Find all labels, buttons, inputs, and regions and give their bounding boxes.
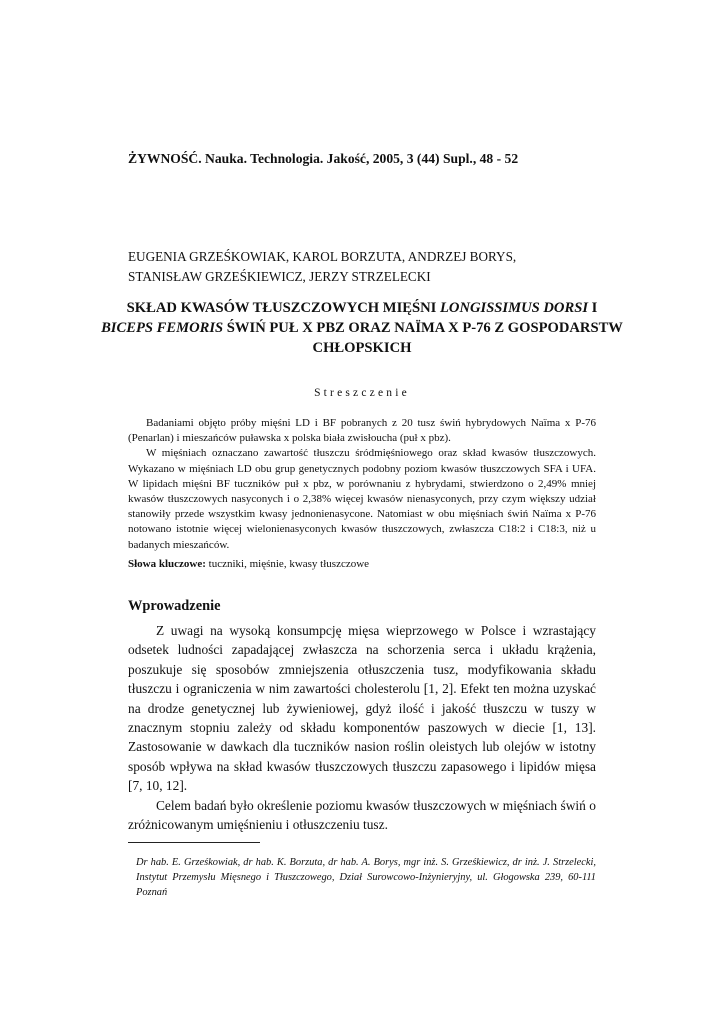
keywords bbox=[128, 558, 596, 570]
author-list bbox=[128, 247, 608, 287]
abstract-paragraph-2: W mięśniach oznaczano zawartość tłuszczu śródmięśniowego oraz skład kwasów tłuszczowych. Wykazano w mięśniach LD obu grup genetycznych podobny poziom kwasów tłuszczowych SFA i UFA. W lipidach mięśni BF tuczników puł x pbz, w porównaniu z hybrydami, stwierdzono o 2,49% mniej kwasów tłuszczowych nasyconych i o 2,38% więcej kwasów nienasyconych, przy czym większy udział stanowiły przede wszystkim kwasy jednonienasycone. Natomiast w obu mięśniach świń Naïma x P-76 notowano istotnie więcej wielonienasyconych kwasów tłuszczowych, zwłaszcza C18:2 i C18:3, niż u badanych mieszańców. bbox=[128, 447, 596, 551]
article-title bbox=[100, 298, 624, 358]
title-italic-2: BICEPS FEMORIS bbox=[101, 320, 224, 336]
section-body bbox=[128, 621, 596, 834]
keywords-label: Słowa kluczowe: bbox=[128, 558, 206, 570]
title-italic-1: LONGISSIMUS DORSI bbox=[439, 300, 588, 316]
footnote-divider bbox=[128, 842, 260, 843]
body-paragraph-1: Z uwagi na wysoką konsumpcję mięsa wieprzowego w Polsce i wzrastający odsetek ludności zapadającej zwłaszcza na schorzenia serca i układu krążenia, poszukuje się sposobów zmniejszenia otłuszczenia tusz, modyfikowania składu tłuszczu i ograniczenia w nim zawartości cholesterolu [1, 2]. Efekt ten można uzyskać na drodze genetycznej lub żywieniowej, gdyż ilość i jakość tłuszczu w tuszy w znacznym stopniu zależy od składu komponentów paszowych w diecie [1, 13]. Zastosowanie w dawkach dla tuczników nasion roślin oleistych lub olejów w istotny sposób wpływa na skład kwasów tłuszczowych tłuszczu zapasowego i lipidów mięsa [7, 10, 12]. bbox=[128, 623, 596, 794]
abstract-heading: Streszczenie bbox=[314, 387, 410, 399]
title-part-3: ŚWIŃ PUŁ X PBZ ORAZ NAÏMA X P-76 Z GOSPODARSTW CHŁOPSKICH bbox=[223, 320, 623, 356]
abstract bbox=[128, 416, 596, 553]
journal-header: ŻYWNOŚĆ. Nauka. Technologia. Jakość, 2005, 3 (44) Supl., 48 - 52 bbox=[128, 151, 519, 166]
author-line-1: EUGENIA GRZEŚKOWIAK, KAROL BORZUTA, ANDRZEJ BORYS, bbox=[128, 249, 517, 264]
title-part-1: SKŁAD KWASÓW TŁUSZCZOWYCH MIĘŚNI bbox=[126, 300, 440, 316]
title-part-2: I bbox=[588, 300, 598, 316]
keywords-text: tuczniki, mięśnie, kwasy tłuszczowe bbox=[205, 558, 370, 570]
body-paragraph-2: Celem badań było określenie poziomu kwasów tłuszczowych w mięśniach świń o zróżnicowanym umięśnieniu i otłuszczeniu tusz. bbox=[128, 797, 596, 833]
abstract-paragraph-1: Badaniami objęto próby mięśni LD i BF pobranych z 20 tusz świń hybrydowych Naïma x P-76 (Penarlan) i mieszańców puławska x polska biała zwisłoucha (puł x pbz). bbox=[128, 417, 596, 445]
author-line-2: STANISŁAW GRZEŚKIEWICZ, JERZY STRZELECKI bbox=[128, 269, 431, 284]
footnote: Dr hab. E. Grześkowiak, dr hab. K. Borzuta, dr hab. A. Borys, mgr inż. S. Grześkiewicz, dr inż. J. Strzelecki, Instytut Przemysłu Mięsnego i Tłuszczowego, Dział Surowcowo-Inżynieryjny, ul. Głogowska 239, 60-111 Poznań bbox=[136, 857, 596, 898]
section-title: Wprowadzenie bbox=[128, 598, 221, 614]
